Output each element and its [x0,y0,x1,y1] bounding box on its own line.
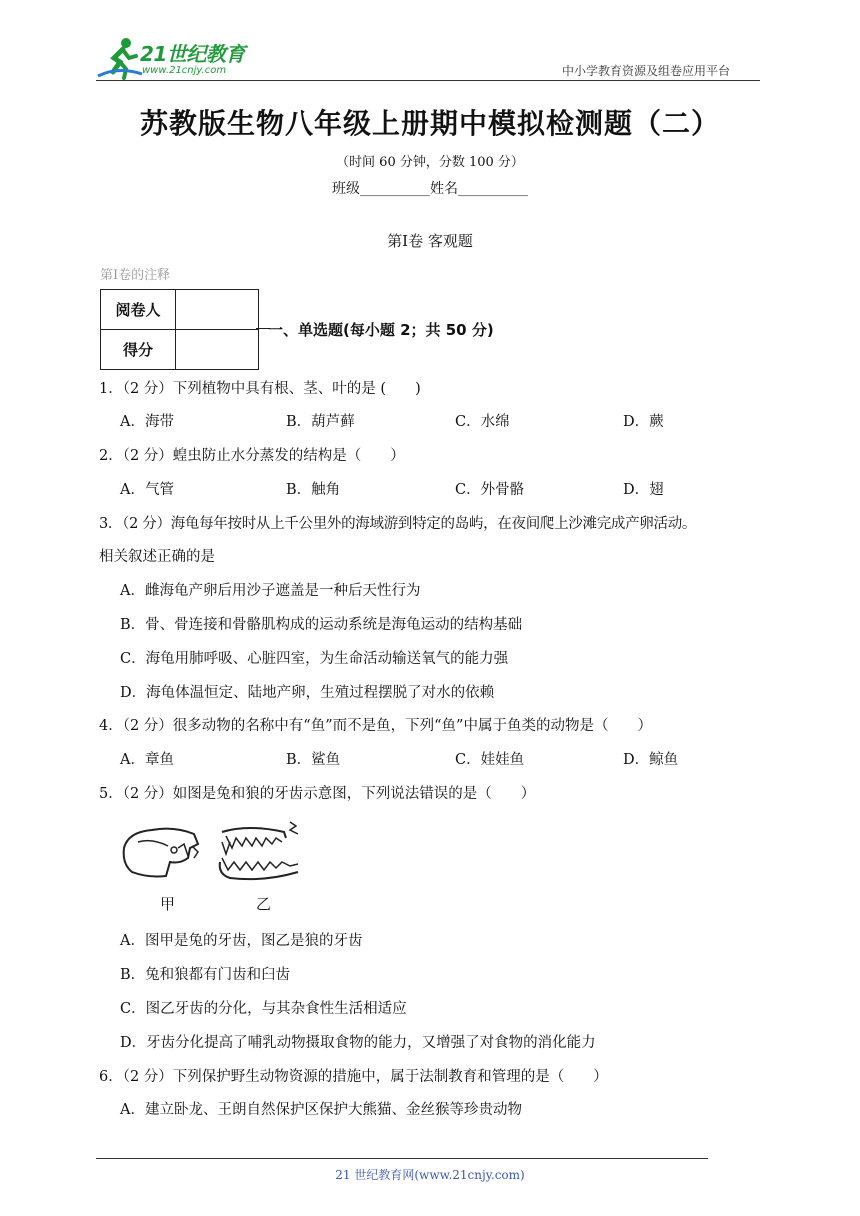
section-note: 第Ⅰ卷的注释 [100,268,171,283]
option-d: D．蕨 [623,414,664,430]
option-c: C．娃娃鱼 [455,752,525,768]
option-d: D．鲸鱼 [623,752,679,768]
exam-time-score: （时间 60 分钟，分数 100 分） [336,155,524,170]
header-divider [96,80,760,81]
option-d: D．海龟体温恒定、陆地产卵，生殖过程摆脱了对水的依赖 [120,685,495,701]
option-b: B．兔和狼都有门齿和臼齿 [120,967,291,983]
option-a: A．气管 [120,482,174,498]
class-name-line: 班级__________姓名__________ [332,181,528,197]
option-c: C．图乙牙齿的分化，与其杂食性生活相适应 [120,1001,407,1017]
option-c: C．外骨骼 [455,482,525,498]
question-3: 3．（2 分）海龟每年按时从上千公里外的海域游到特定的岛屿，在夜间爬上沙滩完成产卵活动。 [99,516,697,532]
part-heading: 一、单选题(每小题 2；共 50 分) [268,321,494,339]
teeth-diagram-icon [118,818,318,894]
logo-text: 21世纪教育 [140,42,245,66]
question-5: 5．（2 分）如图是兔和狼的牙齿示意图，下列说法错误的是（ ） [99,786,536,802]
figure-label-jia: 甲 [160,895,176,913]
section-title: 第Ⅰ卷 客观题 [387,232,473,250]
question-6: 6．（2 分）下列保护野生动物资源的措施中，属于法制教育和管理的是（ ） [99,1069,608,1085]
reviewer-cell [176,290,259,330]
platform-name: 中小学教育资源及组卷应用平台 [562,64,731,78]
option-d: D．牙齿分化提高了哺乳动物摄取食物的能力，又增强了对食物的消化能力 [120,1035,596,1051]
option-b: B．触角 [286,482,341,498]
footer-divider [96,1158,708,1159]
question-4: 4．（2 分）很多动物的名称中有“鱼”而不是鱼，下列“鱼”中属于鱼类的动物是（ ） [99,718,652,734]
question-2: 2．（2 分）蝗虫防止水分蒸发的结构是（ ） [99,448,405,464]
reviewer-label: 阅卷人 [101,290,176,330]
page-title: 苏教版生物八年级上册期中模拟检测题（二） [139,107,720,140]
option-c: C．海龟用肺呼吸、心脏四室，为生命活动输送氧气的能力强 [120,651,509,667]
logo-url: www.21cnjy.com [142,65,227,76]
option-c: C．水绵 [455,414,510,430]
option-d: D．翅 [623,482,664,498]
score-cell [176,330,259,370]
option-b: B．鲨鱼 [286,752,341,768]
option-b: B．骨、骨连接和骨骼肌构成的运动系统是海龟运动的结构基础 [120,617,523,633]
footer-link[interactable]: 21 世纪教育网(www.21cnjy.com) [335,1168,525,1182]
option-a: A．章鱼 [120,752,174,768]
runner-logo-icon [96,36,144,80]
option-a: A．图甲是兔的牙齿，图乙是狼的牙齿 [120,933,363,949]
option-a: A．雌海龟产卵后用沙子遮盖是一种后天性行为 [120,583,421,599]
figure-label-yi: 乙 [256,895,272,913]
question-3-continued: 相关叙述正确的是 [99,549,215,565]
score-label: 得分 [101,330,176,370]
option-a: A．建立卧龙、王朗自然保护区保护大熊猫、金丝猴等珍贵动物 [120,1102,522,1118]
score-table [100,289,259,370]
option-b: B．葫芦藓 [286,414,355,430]
teeth-figure [118,818,318,894]
question-1: 1．（2 分）下列植物中具有根、茎、叶的是 ( ) [99,381,421,397]
option-a: A．海带 [120,414,174,430]
